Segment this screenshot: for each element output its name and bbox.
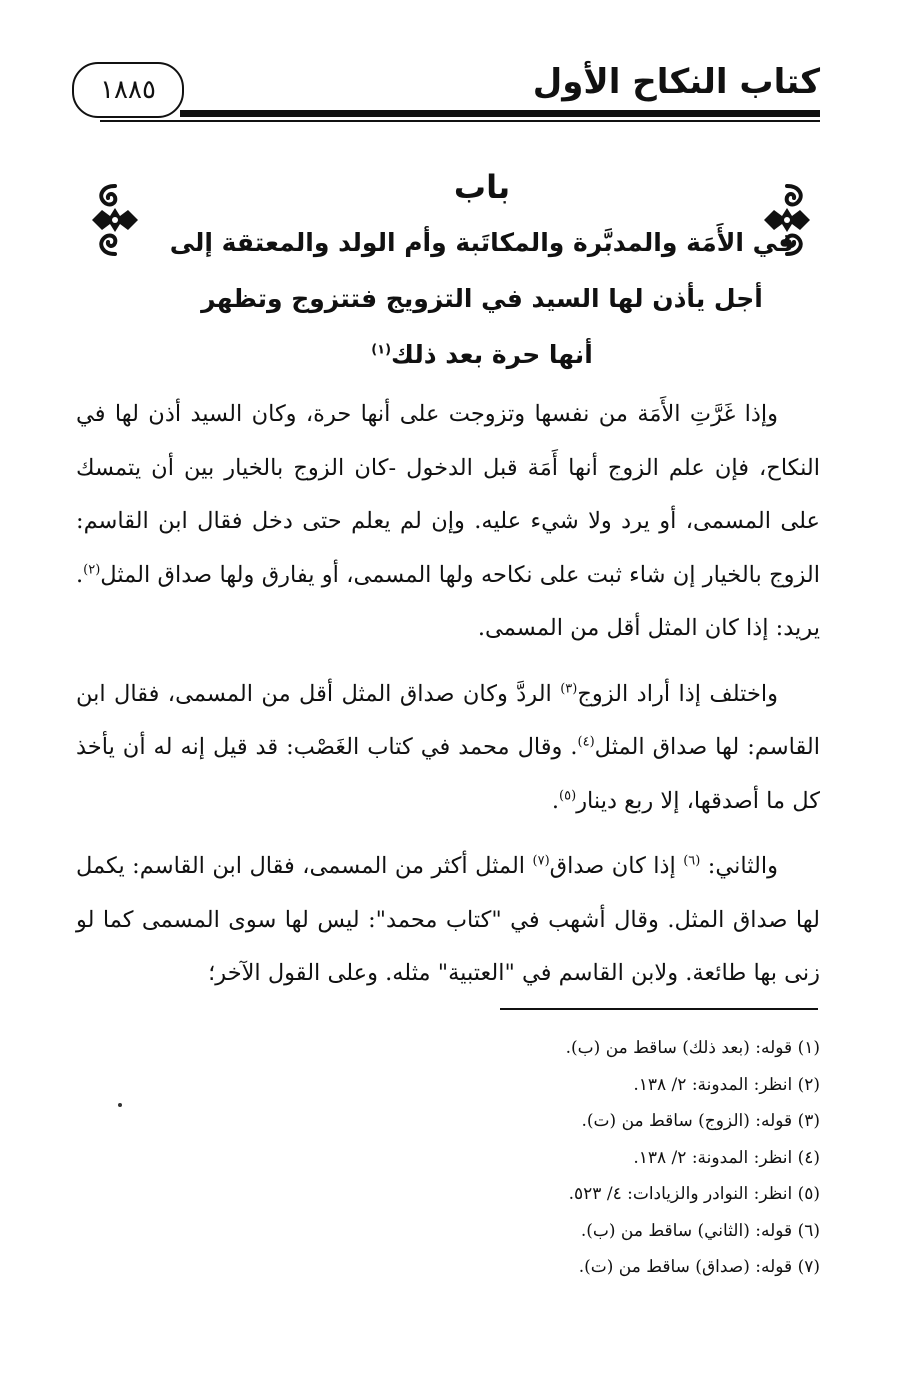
- paragraph-text: . يريد: إذا كان المثل أقل من المسمى.: [76, 561, 820, 641]
- footnote-separator: [500, 1008, 818, 1010]
- chapter-title-line-2: أجل يأذن لها السيد في التزويج فتتزوج وتظهر: [201, 284, 763, 313]
- chapter-heading: [150, 165, 814, 383]
- footnotes: [320, 1030, 820, 1286]
- paragraph-text: الردَّ وكان صداق المثل أقل من المسمى، فقال ابن القاسم: لها صداق المثل: [76, 680, 820, 760]
- footnote-2: (٢) انظر: المدونة: ٢/ ١٣٨.: [633, 1074, 820, 1095]
- scroll-ornament-left-icon: [88, 180, 142, 260]
- chapter-label: باب: [453, 168, 511, 206]
- footnote-ref: (١): [371, 342, 392, 358]
- footnote-ref: (٥): [559, 788, 577, 803]
- chapter-title-line-3: [150, 327, 814, 383]
- scan-speck: [118, 1103, 122, 1107]
- footnote-ref: (٢): [83, 562, 101, 577]
- header-rule-thick: [180, 110, 820, 117]
- footnote-1: (١) قوله: (بعد ذلك) ساقط من (ب).: [565, 1038, 820, 1058]
- paragraph-text: .: [551, 787, 560, 814]
- page-number-badge: [72, 62, 184, 118]
- footnote-4: (٤) انظر: المدونة: ٢/ ١٣٨.: [633, 1147, 820, 1168]
- footnote-7: (٧) قوله: (صداق) ساقط من (ت).: [578, 1257, 820, 1277]
- footnote-ref: (٤): [577, 734, 595, 750]
- paragraph-text: وإذا غَرَّتِ الأَمَة من نفسها وتزوجت على أنها حرة، وكان السيد أذن لها في النكاح، فإن علم الزوج أنها أَمَة قبل الدخول -كان الزوج بالخيار بين أن يتمسك على المسمى، أو يرد ولا شيء عليه. وإن لم يعلم حتى دخل فقال ابن القاسم: الزوج بالخيار إن شاء ثبت على نكاحه ولها المسمى، أو يفارق ولها صداق المثل: [76, 401, 820, 588]
- paragraph-text: المثل أكثر من المسمى، فقال ابن القاسم: يكمل لها صداق المثل. وقال أشهب في "كتاب محمد": ليس لها سوى المسمى كما لو زنى بها طائعة. ولابن القاسم في "العتبية" مثله. وعلى القول الآخر؛: [76, 853, 820, 986]
- page-header: [0, 0, 914, 130]
- footnote-ref: (٦): [683, 853, 701, 869]
- footnote-ref: (٧): [532, 853, 550, 869]
- paragraph-text: واختلف إذا أراد الزوج: [577, 680, 778, 707]
- paragraph-2: [76, 668, 820, 829]
- chapter-title-line-1: في الأَمَة والمدبَّرة والمكاتَبة وأم الولد والمعتقة إلى: [169, 228, 795, 257]
- paragraph-3: [76, 840, 820, 1001]
- chapter-title-line-3-text: أنها حرة بعد ذلك: [391, 340, 593, 369]
- header-rule-thin: [100, 120, 820, 122]
- paragraph-text: . وقال محمد في كتاب الغَصْب: قد قيل إنه له أن يأخذ كل ما أصدقها، إلا ربع دينار: [76, 734, 820, 814]
- running-title: كتاب النكاح الأول: [532, 62, 820, 102]
- paragraph-text: إذا كان صداق: [549, 853, 684, 879]
- footnote-6: (٦) قوله: (الثاني) ساقط من (ب).: [580, 1220, 820, 1241]
- page-number: ١٨٨٥: [100, 75, 156, 105]
- footnote-3: (٣) قوله: (الزوج) ساقط من (ت).: [581, 1111, 820, 1131]
- chapter-title: [150, 215, 814, 383]
- paragraph-text: والثاني:: [700, 853, 778, 879]
- footnote-5: (٥) انظر: النوادر والزيادات: ٤/ ٥٢٣.: [568, 1184, 820, 1204]
- main-text: [76, 388, 820, 1013]
- paragraph-1: [76, 388, 820, 656]
- footnote-ref: (٣): [560, 681, 578, 696]
